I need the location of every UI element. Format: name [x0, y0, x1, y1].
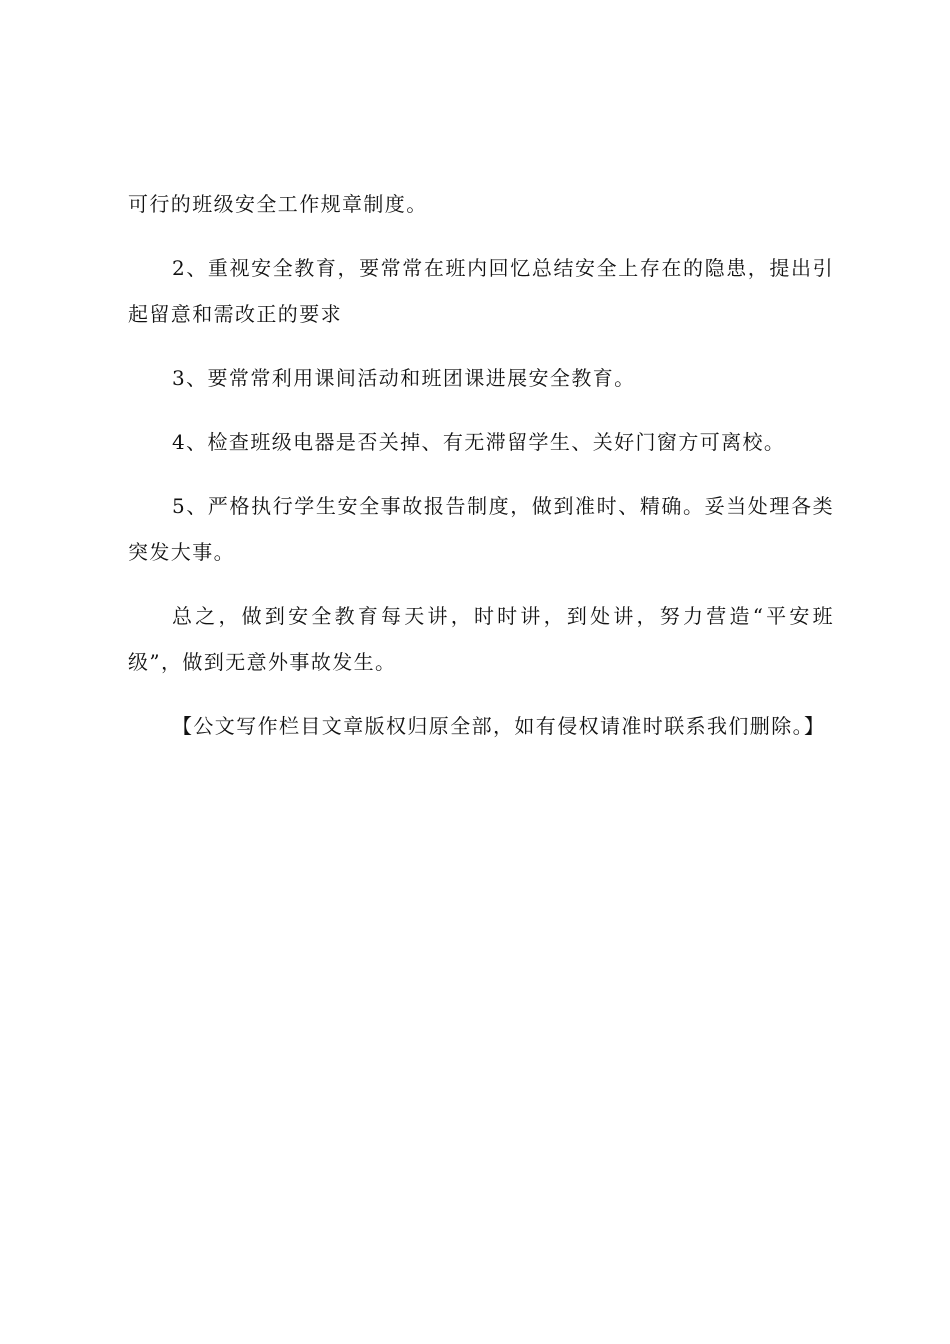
document-body	[128, 181, 834, 767]
paragraph-item-5: 5、严格执行学生安全事故报告制度，做到准时、精确。妥当处理各类突发大事。	[128, 494, 834, 564]
paragraph-item-2: 2、重视安全教育，要常常在班内回忆总结安全上存在的隐患，提出引起留意和需改正的要求	[128, 256, 834, 326]
paragraph-item-3: 3、要常常利用课间活动和班团课进展安全教育。	[172, 366, 636, 390]
paragraph-continuation: 可行的班级安全工作规章制度。	[128, 192, 428, 216]
paragraph-item-4: 4、检查班级电器是否关掉、有无滞留学生、关好门窗方可离校。	[172, 430, 786, 454]
paragraph-summary: 总之，做到安全教育每天讲，时时讲，到处讲，努力营造“平安班级”，做到无意外事故发生。	[128, 604, 834, 674]
copyright-notice: 【公文写作栏目文章版权归原全部，如有侵权请准时联系我们删除。】	[172, 714, 826, 738]
